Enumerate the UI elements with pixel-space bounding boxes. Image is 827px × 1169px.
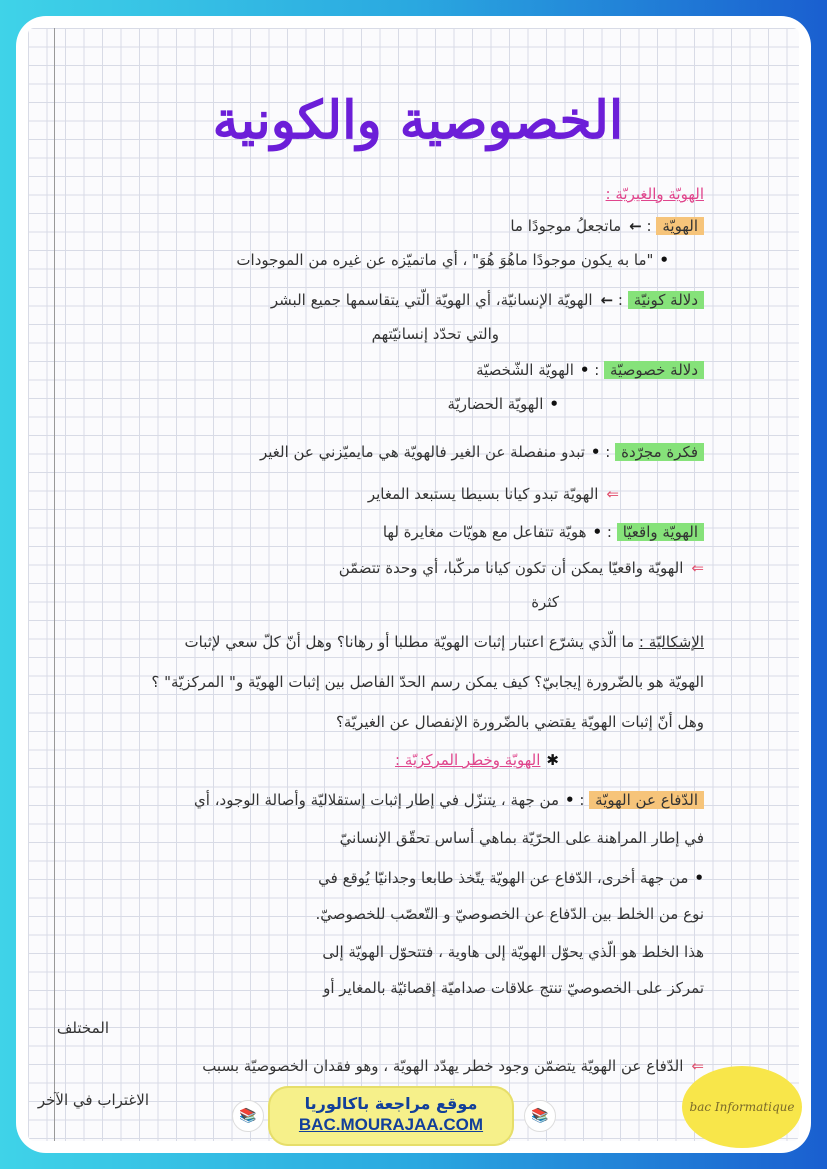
line-text: تبدو منفصلة عن الغير فالهويّة هي مايميّزني عن الغير	[259, 443, 585, 461]
bullet-dot-icon: •	[659, 251, 669, 269]
line-text: المختلف	[56, 1019, 109, 1037]
banner-url[interactable]: BAC.MOURAJAA.COM	[298, 1115, 484, 1134]
line-text: الاغتراب في الآخر	[37, 1091, 149, 1109]
page-title: الخصوصية والكونية	[212, 90, 624, 151]
site-banner[interactable]	[268, 1086, 514, 1146]
note-line	[78, 588, 559, 616]
note-line	[78, 668, 704, 696]
line-text: وهل أنّ إثبات الهويّة يقتضي بالضّرورة الإنفصال عن الغيريّة؟	[335, 713, 704, 731]
note-line	[78, 708, 704, 736]
label-separator: :	[602, 523, 617, 541]
label-separator: :	[589, 361, 605, 379]
bullet-dot-icon: •	[590, 443, 601, 461]
line-text: نوع من الخلط بين الدّفاع عن الخصوصيّ و التّعصّب للخصوصيّ.	[315, 905, 704, 923]
concept-label: الدّفاع عن الهويّة	[589, 791, 704, 809]
line-text: الهويّة واقعيّا يمكن أن تكون كيانا مركّبا، أي وحدة تتضمّن	[338, 559, 684, 577]
note-line	[37, 1086, 149, 1114]
note-line	[78, 786, 704, 814]
label-separator: :	[600, 443, 616, 461]
line-text: من جهة أخرى، الدّفاع عن الهويّة يتّخذ طابعا وجدانيّا يُوقع في	[318, 869, 689, 887]
note-line	[78, 1052, 704, 1080]
note-line	[78, 438, 704, 466]
double-arrow-left-icon: ⇐	[606, 485, 619, 503]
note-line	[78, 212, 704, 240]
note-line	[56, 1014, 109, 1042]
section-heading: الهويّة وخطر المركزيّة :	[395, 751, 541, 769]
concept-label: دلالة كونيّة	[628, 291, 704, 309]
arrow-left-icon: ←	[629, 217, 642, 235]
bullet-dot-icon: •	[564, 791, 575, 809]
bullet-dot-icon: •	[549, 395, 559, 413]
bullet-dot-icon: •	[592, 523, 603, 541]
concept-label: الهويّة	[656, 217, 704, 235]
page-frame	[16, 16, 811, 1153]
bullet-dot-icon: •	[694, 869, 704, 887]
line-text: الهويّة تبدو كيانا بسيطا يستبعد المغاير	[367, 485, 599, 503]
double-arrow-left-icon: ⇐	[691, 1057, 704, 1075]
note-line	[78, 974, 704, 1002]
star-bullet-icon: ✱	[546, 751, 559, 769]
label-separator: :	[574, 791, 590, 809]
note-line	[78, 900, 704, 928]
label-separator: :	[613, 291, 628, 309]
concept-label: دلالة خصوصيّة	[604, 361, 704, 379]
line-text: الهويّة الشّخصيّة	[476, 361, 574, 379]
arrow-left-icon: ←	[600, 291, 614, 309]
line-text: الهويّة هو بالضّرورة إيجابيّ؟ كيف يمكن رسم الحدّ الفاصل بين إثبات الهويّة و" المركزيّة" ؟	[151, 673, 704, 691]
line-text: هويّة تتفاعل مع هويّات مغايرة لها	[382, 523, 587, 541]
line-text: في إطار المراهنة على الحرّيّة بماهي أساس تحقّق الإنسانيّ	[339, 829, 704, 847]
label-separator: :	[641, 217, 657, 235]
note-line	[78, 356, 704, 384]
book-logo-icon: 📚	[524, 1100, 556, 1132]
note-line	[78, 628, 704, 656]
note-line	[78, 480, 619, 508]
grid-paper	[28, 28, 799, 1141]
line-text: من جهة ، يتنزّل في إطار إثبات إستقلاليّة وأصالة الوجود، أي	[194, 791, 559, 809]
line-text: هذا الخلط هو الّذي يحوّل الهويّة إلى هاوية ، فتتحوّل الهويّة إلى	[322, 943, 704, 961]
concept-label: الهويّة واقعيّا	[617, 523, 704, 541]
line-text: ماتجعلُ موجودًا ما	[510, 217, 622, 235]
note-line	[78, 824, 704, 852]
line-text: تمركز على الخصوصيّ تنتج علاقات صداميّة إقصائيّة بالمغاير أو	[323, 979, 704, 997]
note-line	[78, 246, 669, 274]
bullet-dot-icon: •	[579, 361, 590, 379]
banner-arabic: موقع مراجعة باكالوريا	[304, 1094, 478, 1113]
double-arrow-left-icon: ⇐	[691, 559, 704, 577]
line-text: ما الّذي يشرّع اعتبار إثبات الهويّة مطلبا أو رهانا؟ وهل أنّ كلّ سعي لإثبات	[184, 633, 639, 651]
section-heading: الهويّة والغيريّة :	[605, 185, 704, 203]
book-logo-icon: 📚	[232, 1100, 264, 1132]
line-text: كثرة	[531, 593, 559, 611]
note-line	[78, 746, 559, 774]
line-text: الهويّة الإنسانيّة، أي الهويّة الّتي يتقاسمها جميع البشر	[270, 291, 593, 309]
line-text: والتي تحدّد إنسانيّتهم	[371, 325, 499, 343]
line-text: الهويّة الحضاريّة	[447, 395, 544, 413]
line-text: "ما به يكون موجودًا ماهُوَ هُوَ" ، أي ماتميّزه عن غيره من الموجودات	[236, 251, 654, 269]
notes-content	[28, 28, 799, 1141]
note-line	[78, 286, 704, 314]
note-line	[78, 518, 704, 546]
note-line	[78, 390, 559, 418]
problem-label: الإشكاليّة :	[638, 633, 704, 651]
note-line	[78, 864, 704, 892]
note-line	[78, 938, 704, 966]
line-text: الدّفاع عن الهويّة يتضمّن وجود خطر يهدّد الهويّة ، وهو فقدان الخصوصيّة بسبب	[202, 1057, 684, 1075]
brand-badge: bac Informatique	[682, 1066, 802, 1148]
note-line	[78, 320, 499, 348]
note-line	[78, 554, 704, 582]
concept-label: فكرة مجرّدة	[615, 443, 704, 461]
note-line	[78, 180, 704, 208]
